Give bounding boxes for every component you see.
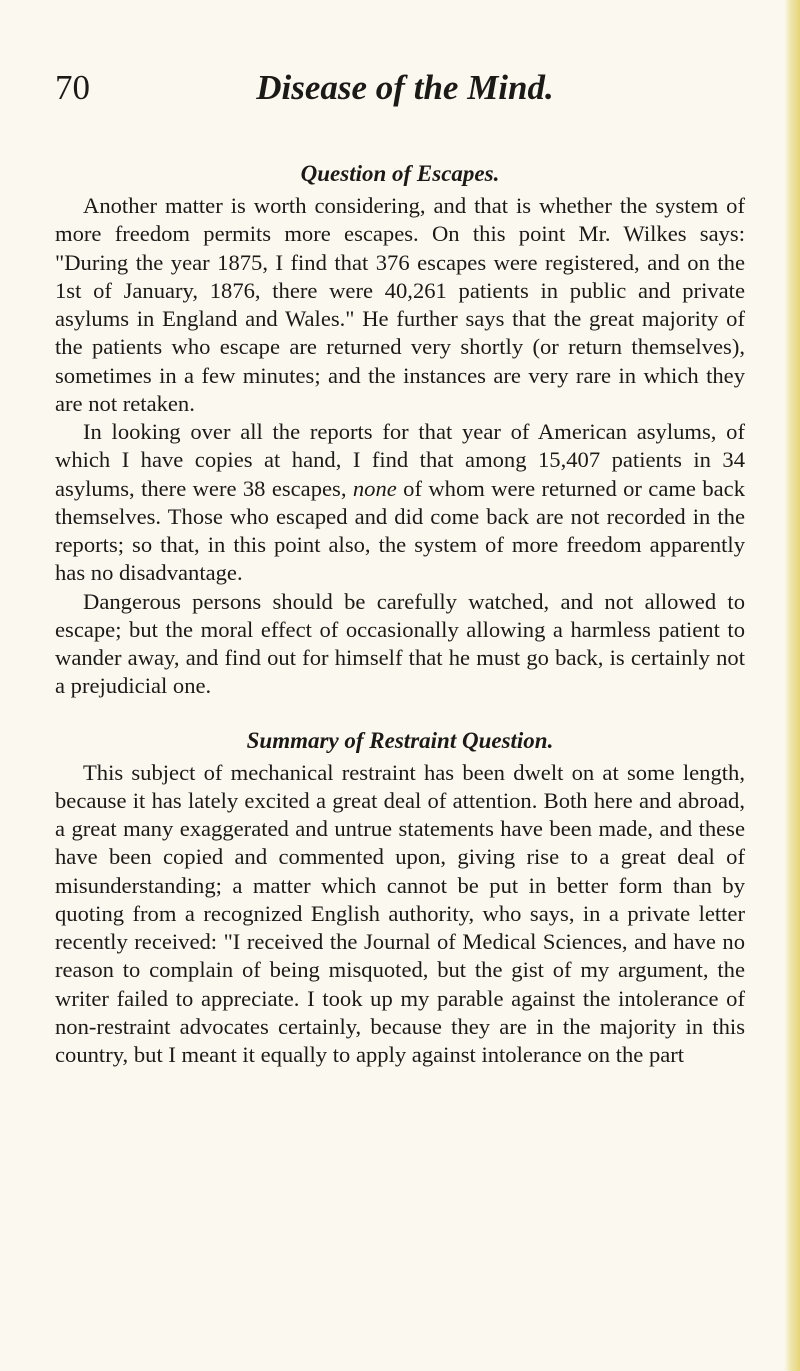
section-spacer: [55, 701, 745, 727]
emphasis-text: none: [352, 475, 397, 501]
page-body: [55, 160, 745, 1069]
paragraph: This subject of mechanical restraint has been dwelt on at some length, because it has lately excited a great deal of attention. Both here and abroad, a great many exaggerated and untrue statements have been made, and these have been copied and commented upon, giving rise to a great deal of misunderstanding; a matter which cannot be put in better form than by quoting from a recognized English authority, who says, in a private letter recently received: "I received the Journal of Medical Sciences, and have no reason to complain of being misquoted, but the gist of my argument, the writer failed to appreciate. I took up my parable against the intolerance of non-restraint advocates certainly, because they are in the majority in this country, but I meant it equally to apply against intolerance on the part: [55, 759, 745, 1067]
paragraph-text: In looking over all the reports for that year of American asylums, of which I have copies at hand, I find that among 15,407 patients in 34 asylums, there were 38 escapes,: [55, 419, 745, 501]
page-edge: [784, 0, 800, 1371]
page-header: [55, 58, 755, 118]
section-heading-escapes: Question of Escapes.: [300, 161, 500, 186]
paragraph: Another matter is worth considering, and that is whether the system of more freedom permits more escapes. On this point Mr. Wilkes says: "During the year 1875, I find that 376 escapes were registered, and on the 1st of January, 1876, there were 40,261 patients in public and private asylums in England and Wales." He further says that the great majority of the patients who escape are returned very shortly (or return themselves), sometimes in a few minutes; and the instances are very rare in which they are not retaken.: [55, 193, 745, 416]
section-heading-restraint: Summary of Restraint Question.: [246, 727, 554, 753]
running-title: Disease of the Mind.: [256, 68, 554, 107]
paragraph: [55, 418, 745, 588]
paragraph-text: of whom were returned or came back themselves. Those who escaped and did come back are not recorded in the reports; so that, in this point also, the system of more freedom apparently has no disadvantage.: [55, 475, 745, 586]
page-number: 70: [55, 68, 90, 107]
paragraph: Dangerous persons should be carefully watched, and not allowed to escape; but the moral effect of occasionally allowing a harmless patient to wander away, and find out for himself that he must go back, is certainly not a prejudicial one.: [55, 588, 745, 699]
